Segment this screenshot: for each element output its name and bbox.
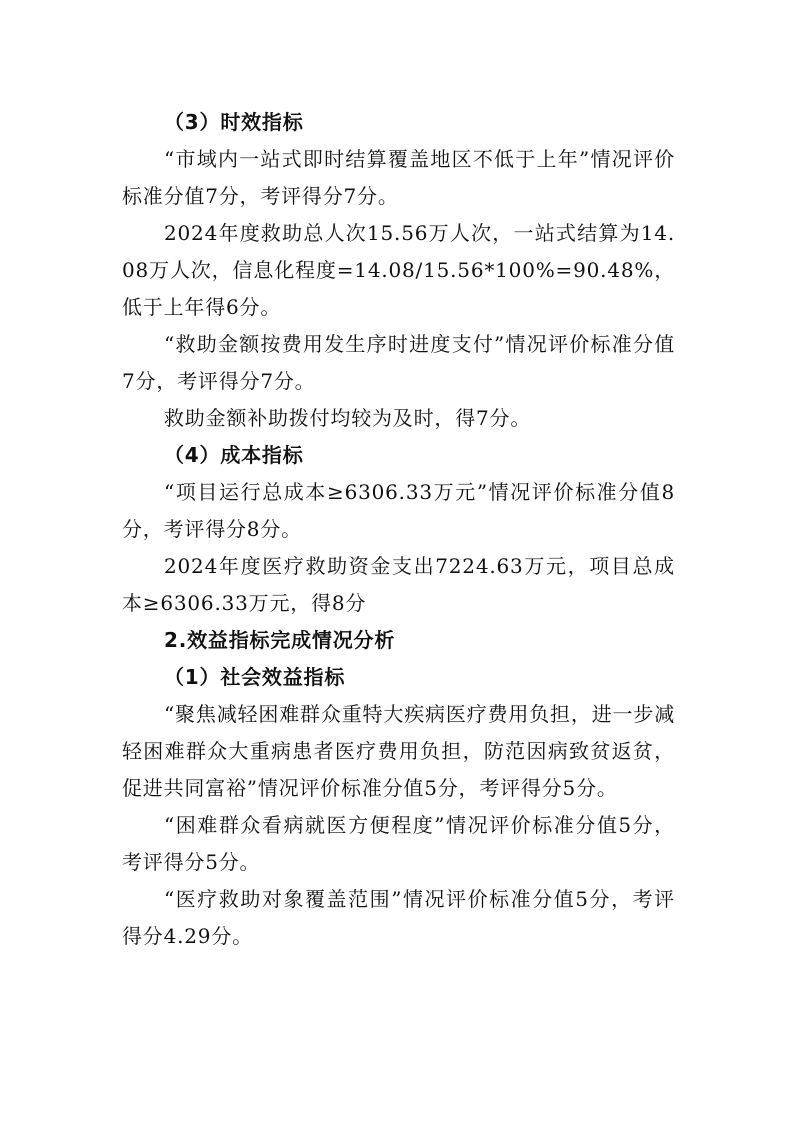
paragraph-timely-payment: 救助金额补助拨付均较为及时，得7分。 [164, 406, 532, 430]
paragraph-assistance-statistics: 2024年度救助总人次15.56万人次，一站式结算为14.08万人次，信息化程度=14.08/15.56*100%=90.48%，低于上年得6分。 [122, 221, 675, 319]
section-heading-benefit: 2.效益指标完成情况分析 [164, 628, 396, 652]
section-heading-social-benefit: （1）社会效益指标 [164, 665, 346, 689]
section-heading-cost: （4）成本指标 [164, 443, 304, 467]
paragraph-medical-convenience: “困难群众看病就医方便程度”情况评价标准分值5分，考评得分5分。 [122, 813, 675, 874]
paragraph-coverage-scope: “医疗救助对象覆盖范围”情况评价标准分值5分，考评得分4.29分。 [122, 887, 675, 948]
paragraph-settlement-coverage: “市域内一站式即时结算覆盖地区不低于上年”情况评价标准分值7分，考评得分7分。 [122, 147, 675, 208]
paragraph-payment-progress: “救助金额按费用发生序时进度支付”情况评价标准分值7分，考评得分7分。 [122, 332, 675, 393]
paragraph-total-cost-standard: “项目运行总成本≥6306.33万元”情况评价标准分值8分，考评得分8分。 [122, 480, 675, 541]
paragraph-burden-reduction: “聚焦减轻困难群众重特大疾病医疗费用负担，进一步减轻困难群众大重病患者医疗费用负担，防范因病致贫返贫，促进共同富裕”情况评价标准分值5分，考评得分5分。 [122, 702, 675, 800]
section-heading-timeliness: （3）时效指标 [164, 110, 304, 134]
paragraph-expenditure: 2024年度医疗救助资金支出7224.63万元，项目总成本≥6306.33万元，得8分 [122, 554, 675, 615]
